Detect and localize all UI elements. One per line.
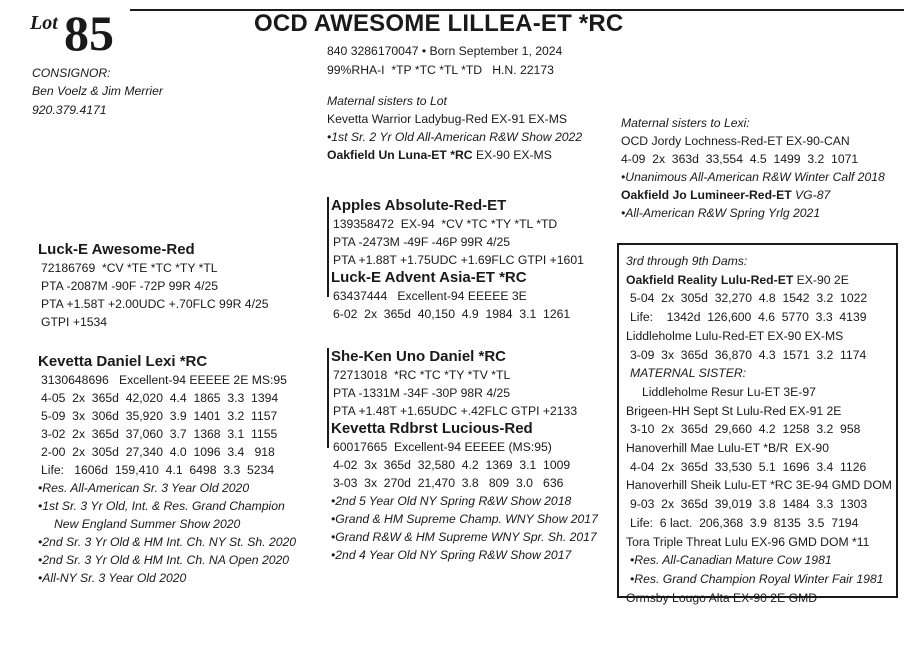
ninth-dam: Ormsby Lougo Alta EX-90 2E GMD xyxy=(626,590,818,605)
sister-lumineer-name: Oakfield Jo Lumineer-Red-ET xyxy=(621,188,792,202)
sister-ladybug: Kevetta Warrior Ladybug-Red EX-91 EX-MS xyxy=(327,112,568,126)
dam-award-4: •2nd Sr. 3 Yr Old & HM Int. Ch. NA Open 2020 xyxy=(38,553,290,567)
consignor-phone: 920.379.4171 xyxy=(32,103,107,117)
sister-lochness: OCD Jordy Lochness-Red-ET EX-90-CAN xyxy=(621,134,850,148)
sire-sire-pta-2: PTA +1.88T +1.75UDC +1.69FLC GTPI +1601 xyxy=(333,253,584,267)
fourth-dam-maternal-sister-label: MATERNAL SISTER: xyxy=(630,366,747,381)
sire-gtpi: GTPI +1534 xyxy=(41,315,108,329)
dam-dam-award-3: •Grand R&W & HM Supreme WNY Spr. Sh. 2017 xyxy=(331,530,597,544)
eighth-dam-award-1: •Res. All-Canadian Mature Cow 1981 xyxy=(630,553,832,568)
dam-lifetime: Life: 1606d 159,410 4.1 6498 3.3 5234 xyxy=(41,463,275,477)
third-dam-name: Oakfield Reality Lulu-Red-ET xyxy=(626,272,794,287)
consignor-names: Ben Voelz & Jim Merrier xyxy=(32,84,163,98)
sire-dam-name: Luck-E Advent Asia-ET *RC xyxy=(331,269,527,286)
dam-sire-bracket xyxy=(327,348,329,448)
fifth-dam-record: 3-10 2x 365d 29,660 4.2 1258 3.2 958 xyxy=(630,422,861,437)
sister-ladybug-award: •1st Sr. 2 Yr Old All-American R&W Show 2022 xyxy=(327,130,583,144)
sister-lumineer-classification: VG-87 xyxy=(791,188,831,202)
sister-lochness-award: •Unanimous All-American R&W Winter Calf 2018 xyxy=(621,170,885,184)
seventh-dam-lifetime: Life: 6 lact. 206,368 3.9 8135 3.5 7194 xyxy=(630,515,859,530)
dam-dam-award-2: •Grand & HM Supreme Champ. WNY Show 2017 xyxy=(331,512,598,526)
dam-award-3: •2nd Sr. 3 Yr Old & HM Int. Ch. NY St. Sh. 2020 xyxy=(38,535,297,549)
dam-sire-pta-1: PTA -1331M -34F -30P 98R 4/25 xyxy=(333,386,511,400)
third-dam-record: 5-04 2x 305d 32,270 4.8 1542 3.2 1022 xyxy=(630,291,868,306)
dam-block xyxy=(38,353,296,587)
sire-id: 72186769 *CV *TE *TC *TY *TL xyxy=(41,261,218,275)
dam-dam-record-2: 3-03 3x 270d 21,470 3.8 809 3.0 636 xyxy=(333,476,564,490)
sixth-dam: Hanoverhill Mae Lulu-ET *B/R EX-90 xyxy=(626,441,829,456)
maternal-sisters-lot-heading: Maternal sisters to Lot xyxy=(327,94,447,108)
dam-award-2: •1st Sr. 3 Yr Old, Int. & Res. Grand Champion xyxy=(38,499,285,513)
sire-sire-block xyxy=(331,197,584,323)
sire-sire-name: Apples Absolute-Red-ET xyxy=(331,197,507,214)
dam-award-1: •Res. All-American Sr. 3 Year Old 2020 xyxy=(38,481,250,495)
sire-sire-pta-1: PTA -2473M -49F -46P 99R 4/25 xyxy=(333,235,511,249)
id-line: 840 3286170047 • Born September 1, 2024 xyxy=(327,44,563,58)
sire-dam-id: 63437444 Excellent-94 EEEEE 3E xyxy=(333,289,527,303)
dam-dam-record-1: 4-02 3x 365d 32,580 4.2 1369 3.1 1009 xyxy=(333,458,571,472)
sire-dam-record: 6-02 2x 365d 40,150 4.9 1984 3.1 1261 xyxy=(333,307,571,321)
eighth-dam: Tora Triple Threat Lulu EX-96 GMD DOM *11 xyxy=(626,534,870,549)
sire-pta-2: PTA +1.58T +2.00UDC +.70FLC 99R 4/25 xyxy=(41,297,269,311)
dam-id: 3130648696 Excellent-94 EEEEE 2E MS:95 xyxy=(41,373,287,387)
dam-award-2-cont: New England Summer Show 2020 xyxy=(54,517,241,531)
fourth-dam-record: 3-09 3x 365d 36,870 4.3 1571 3.2 1174 xyxy=(630,347,867,362)
sister-lochness-record: 4-09 2x 363d 33,554 4.5 1499 3.2 1071 xyxy=(621,152,859,166)
fourth-dam: Liddleholme Lulu-Red-ET EX-90 EX-MS xyxy=(626,328,844,343)
sire-sire-bracket xyxy=(327,197,329,297)
dam-award-5: •All-NY Sr. 3 Year Old 2020 xyxy=(38,571,187,585)
sister-luna xyxy=(327,146,582,164)
dam-dam-id: 60017665 Excellent-94 EEEEE (MS:95) xyxy=(333,440,552,454)
sixth-dam-record: 4-04 2x 365d 33,530 5.1 1696 3.4 1126 xyxy=(630,459,867,474)
fifth-dam: Brigeen-HH Sept St Lulu-Red EX-91 2E xyxy=(626,403,842,418)
dams-box-heading: 3rd through 9th Dams: xyxy=(626,254,748,268)
third-dam-lifetime: Life: 1342d 126,600 4.6 5770 3.3 4139 xyxy=(630,310,867,325)
animal-title: OCD AWESOME LILLEA-ET *RC xyxy=(254,10,624,37)
seventh-dam-record: 9-03 2x 365d 39,019 3.8 1484 3.3 1303 xyxy=(630,497,868,512)
dam-dam-name: Kevetta Rdbrst Lucious-Red xyxy=(331,420,533,437)
lot-number: 85 xyxy=(64,5,114,61)
dam-record-1: 4-05 2x 365d 42,020 4.4 1865 3.3 1394 xyxy=(41,391,279,405)
dam-sire-name: She-Ken Uno Daniel *RC xyxy=(331,348,507,365)
dam-sire-pta-2: PTA +1.48T +1.65UDC +.42FLC GTPI +2133 xyxy=(333,404,578,418)
consignor-label: CONSIGNOR: xyxy=(32,66,111,80)
dam-record-4: 2-00 2x 305d 27,340 4.0 1096 3.4 918 xyxy=(41,445,275,459)
maternal-sisters-lexi-heading: Maternal sisters to Lexi: xyxy=(621,116,750,130)
seventh-dam: Hanoverhill Sheik Lulu-ET *RC 3E-94 GMD DOM xyxy=(626,478,892,493)
dam-dam-award-4: •2nd 4 Year Old NY Spring R&W Show 2017 xyxy=(331,548,572,562)
sire-block xyxy=(38,241,269,331)
eighth-dam-award-2: •Res. Grand Champion Royal Winter Fair 1981 xyxy=(630,571,884,586)
dam-sire-id: 72713018 *RC *TC *TY *TV *TL xyxy=(333,368,511,382)
dam-record-3: 3-02 2x 365d 37,060 3.7 1368 3.1 1155 xyxy=(41,427,278,441)
maternal-sisters-lot xyxy=(327,92,582,164)
sister-lumineer-award: •All-American R&W Spring Yrlg 2021 xyxy=(621,206,821,220)
dam-sire-block xyxy=(331,348,598,564)
third-dam xyxy=(626,271,896,290)
sister-luna-classification: EX-90 EX-MS xyxy=(472,148,552,162)
fourth-dam-maternal-sister: Liddleholme Resur Lu-ET 3E-97 xyxy=(642,384,816,399)
lot-label: Lot xyxy=(30,12,58,34)
breed-line: 99%RHA-I *TP *TC *TL *TD H.N. 22173 xyxy=(327,63,554,77)
dam-record-2: 5-09 3x 306d 35,920 3.9 1401 3.2 1157 xyxy=(41,409,278,423)
maternal-sisters-lexi xyxy=(621,114,885,222)
sire-sire-id: 139358472 EX-94 *CV *TC *TY *TL *TD xyxy=(333,217,558,231)
sire-pta-1: PTA -2087M -90F -72P 99R 4/25 xyxy=(41,279,219,293)
sister-luna-name: Oakfield Un Luna-ET *RC xyxy=(327,148,473,162)
dam-name: Kevetta Daniel Lexi *RC xyxy=(38,353,208,370)
sister-lumineer xyxy=(621,186,885,204)
third-dam-classification: EX-90 2E xyxy=(793,272,849,287)
sire-name: Luck-E Awesome-Red xyxy=(38,241,195,258)
dams-box xyxy=(617,243,898,605)
dam-dam-award-1: •2nd 5 Year Old NY Spring R&W Show 2018 xyxy=(331,494,572,508)
